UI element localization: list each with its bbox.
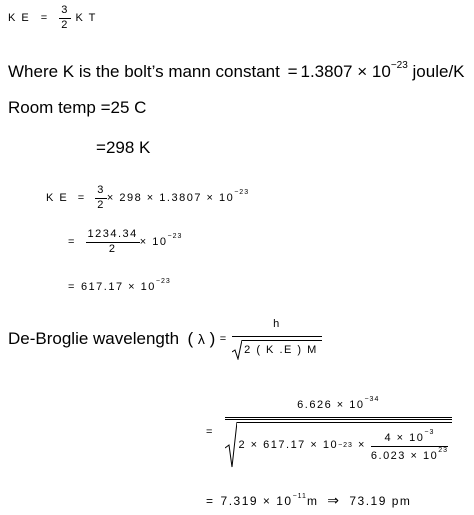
fraction	[232, 318, 322, 360]
power-exponent: −34	[364, 396, 380, 403]
equals-sign: =	[206, 425, 214, 438]
fraction	[225, 396, 453, 468]
wavelength-substitution	[206, 396, 452, 468]
equals-sign: =	[219, 332, 228, 345]
power-exponent: −23	[155, 278, 171, 285]
power-exponent: 23	[438, 446, 448, 454]
equals-sign: =	[40, 12, 49, 25]
radical-sign-icon	[232, 340, 242, 360]
ke-rhs: K T	[75, 12, 97, 25]
fraction-denominator: 2	[61, 18, 69, 31]
wavelength-picometers: 73.19 pm	[349, 494, 412, 508]
ke-result	[68, 278, 171, 293]
implies-arrow: ⇒	[327, 492, 341, 508]
fraction-denominator: 2	[97, 198, 105, 211]
power-exponent: −23	[167, 233, 183, 241]
equals-sign: =	[68, 281, 76, 293]
left-paren: (	[187, 328, 194, 348]
ke-value: 617.17 × 10	[80, 281, 156, 293]
power-base: 10	[371, 62, 391, 81]
fraction	[59, 4, 71, 33]
temp-kelvin-value: 298 K	[105, 138, 151, 157]
boltzmann-text: Where K is the bolt’s mann constant	[8, 62, 280, 81]
wavelength-result	[206, 492, 411, 509]
square-root	[232, 340, 322, 360]
inner-denominator-value: 6.023 × 10	[370, 449, 439, 462]
debroglie-label: De-Broglie wavelength	[8, 328, 180, 348]
inner-denominator	[371, 447, 448, 464]
room-temp-line	[8, 98, 146, 118]
power-exponent: −23	[390, 60, 408, 71]
fraction	[86, 228, 140, 257]
inner-numerator-value: 4 × 10	[384, 432, 425, 444]
wavelength-value: 7.319 × 10	[220, 494, 293, 508]
fraction	[95, 184, 107, 213]
ke-intermediate	[68, 228, 182, 257]
radicand-left: 2 × 617.17 × 10	[238, 439, 339, 452]
times-sign: ×	[357, 62, 368, 81]
product-terms: × 298 × 1.3807 × 10	[106, 192, 235, 205]
fraction-numerator: 3	[59, 4, 71, 19]
equals-sign: =	[68, 236, 76, 249]
fraction-denominator	[225, 420, 453, 468]
boltzmann-unit: joule/K	[412, 62, 465, 81]
right-paren: )	[209, 328, 216, 348]
fraction-numerator: h	[232, 318, 322, 337]
square-root	[225, 422, 453, 468]
wavelength-unit: m	[306, 494, 319, 508]
lambda-symbol: λ	[197, 330, 205, 347]
fraction-numerator: 1234.34	[86, 228, 140, 243]
equals-sign: =	[100, 98, 111, 117]
power-exponent: −23	[234, 189, 250, 197]
equals-sign: =	[206, 494, 215, 508]
radicand: 2 ( K .E ) M	[242, 340, 322, 360]
power-exponent: −3	[424, 429, 435, 436]
fraction-denominator	[232, 337, 322, 360]
inner-numerator	[371, 429, 448, 447]
room-temp-text: Room temp	[8, 98, 96, 117]
power-exponent: −23	[338, 441, 353, 449]
equals-sign: =	[96, 138, 106, 157]
equals-sign: =	[77, 192, 86, 205]
equals-sign: =	[287, 62, 298, 81]
fraction-denominator: 2	[108, 242, 117, 255]
ke-formula	[8, 4, 97, 33]
power-exponent: −11	[292, 493, 307, 500]
ke-lhs: K E	[46, 192, 69, 205]
boltzmann-line	[8, 60, 465, 82]
temp-kelvin-line	[96, 138, 150, 158]
power-term: × 10	[139, 236, 168, 249]
fraction-numerator: 3	[95, 184, 107, 199]
debroglie-formula	[8, 318, 322, 360]
times-sign: ×	[357, 439, 366, 452]
radicand	[237, 422, 453, 468]
numerator-value: 6.626 × 10	[297, 399, 365, 411]
room-temp-value: 25 C	[110, 98, 147, 117]
radical-sign-icon	[225, 422, 237, 468]
ke-lhs: K E	[8, 12, 31, 25]
inner-fraction	[371, 429, 448, 464]
ke-substitution	[46, 184, 249, 213]
boltzmann-value: 1.3807	[300, 62, 353, 81]
fraction-numerator	[225, 396, 453, 420]
